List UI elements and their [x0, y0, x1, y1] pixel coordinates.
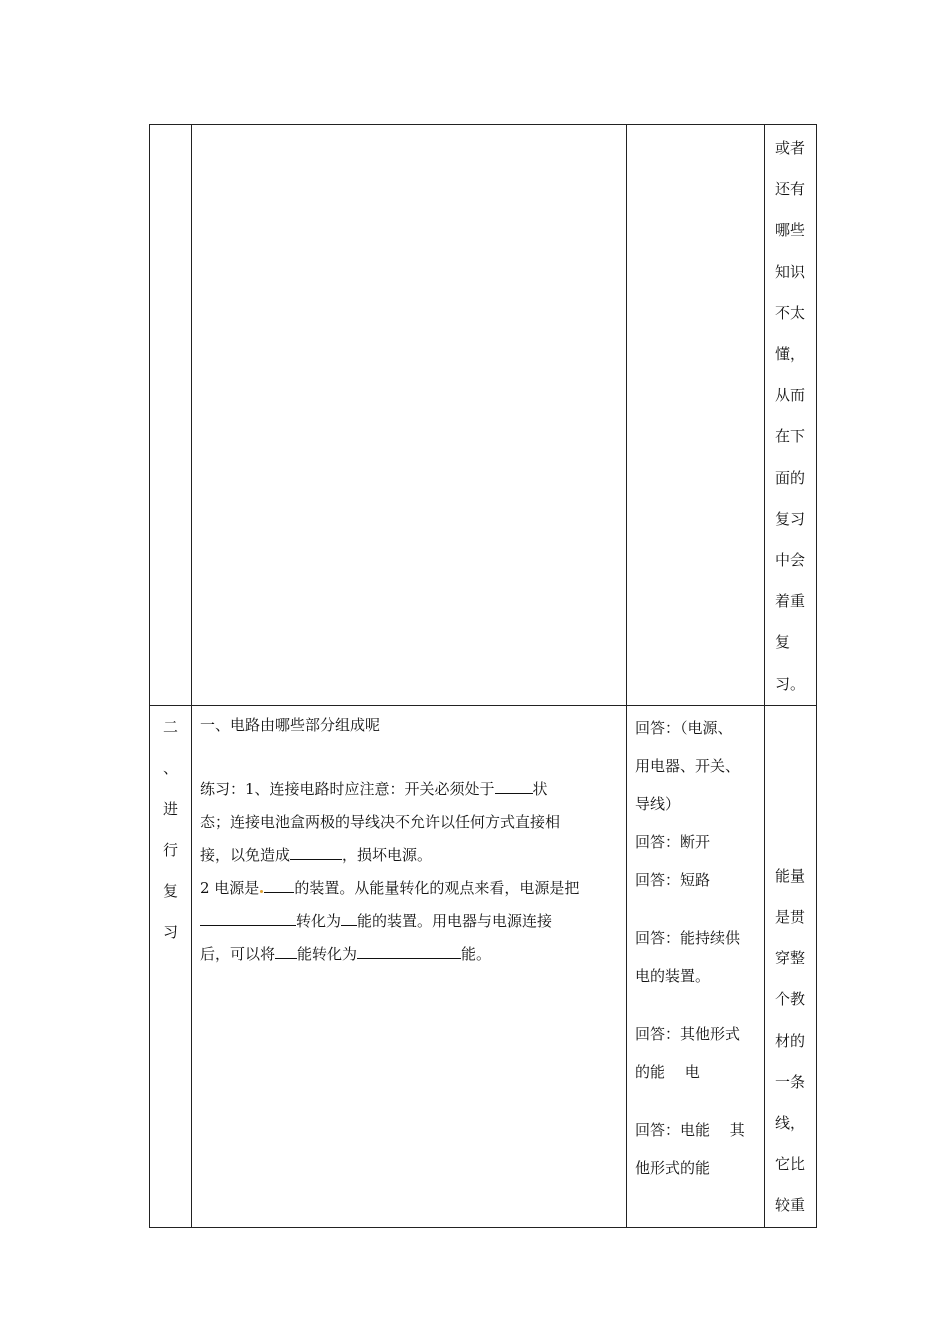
exercise-1: 练习：1、连接电路时应注意：开关必须处于 状 态；连接电池盒两极的导线决不允许以任何方式直接相 接，以免造成 ，损坏电源。 [200, 773, 618, 872]
answer-4: 回答：能持续供 电的装置。 [635, 928, 741, 985]
fill-blank [264, 875, 294, 893]
fill-blank [200, 908, 296, 926]
student-answers [627, 706, 764, 1187]
focus-note-cell [765, 705, 817, 1227]
marker-dot-icon [260, 890, 263, 893]
answer-6: 回答：电能 其 他形式的能 [635, 1120, 745, 1177]
table-row [150, 125, 817, 706]
review-content [192, 706, 626, 971]
content-cell [192, 705, 627, 1227]
focus-note-text: 能量 是贯 穿整 个教 材的 一条 线， 它比 较重 [775, 866, 806, 1215]
note-cell [765, 125, 817, 706]
answer-cell [627, 705, 765, 1227]
answer-3: 回答：短路 [635, 870, 711, 889]
table-row [150, 705, 817, 1227]
stage-label: 二 、 进 行 复 习 [162, 717, 178, 941]
section-heading: 一、电路由哪些部分组成呢 [200, 715, 381, 734]
content-cell-empty [192, 125, 627, 706]
note-text: 或者 还有 哪些 知识 不太 懂， 从而 在下 面的 复习 中会 着重 复 习。 [775, 139, 806, 693]
lesson-plan-table [149, 124, 817, 1228]
stage-cell-empty [150, 125, 192, 706]
fill-blank [290, 842, 342, 860]
answer-1: 回答：（电源、 用电器、开关、 导线） [635, 718, 741, 813]
answer-2: 回答：断开 [635, 832, 711, 851]
exercise-2: 2 电源是 的装置。从能量转化的观点来看，电源是把 转化为 能的装置。用电器与电源连接 后，可以将 能转化为 能。 [200, 872, 618, 971]
answer-5: 回答：其他形式 的能 电 [635, 1024, 741, 1081]
fill-blank [495, 776, 533, 794]
fill-blank [341, 908, 357, 926]
fill-blank [357, 941, 461, 959]
answer-cell-empty [627, 125, 765, 706]
fill-blank [275, 941, 297, 959]
stage-cell [150, 705, 192, 1227]
